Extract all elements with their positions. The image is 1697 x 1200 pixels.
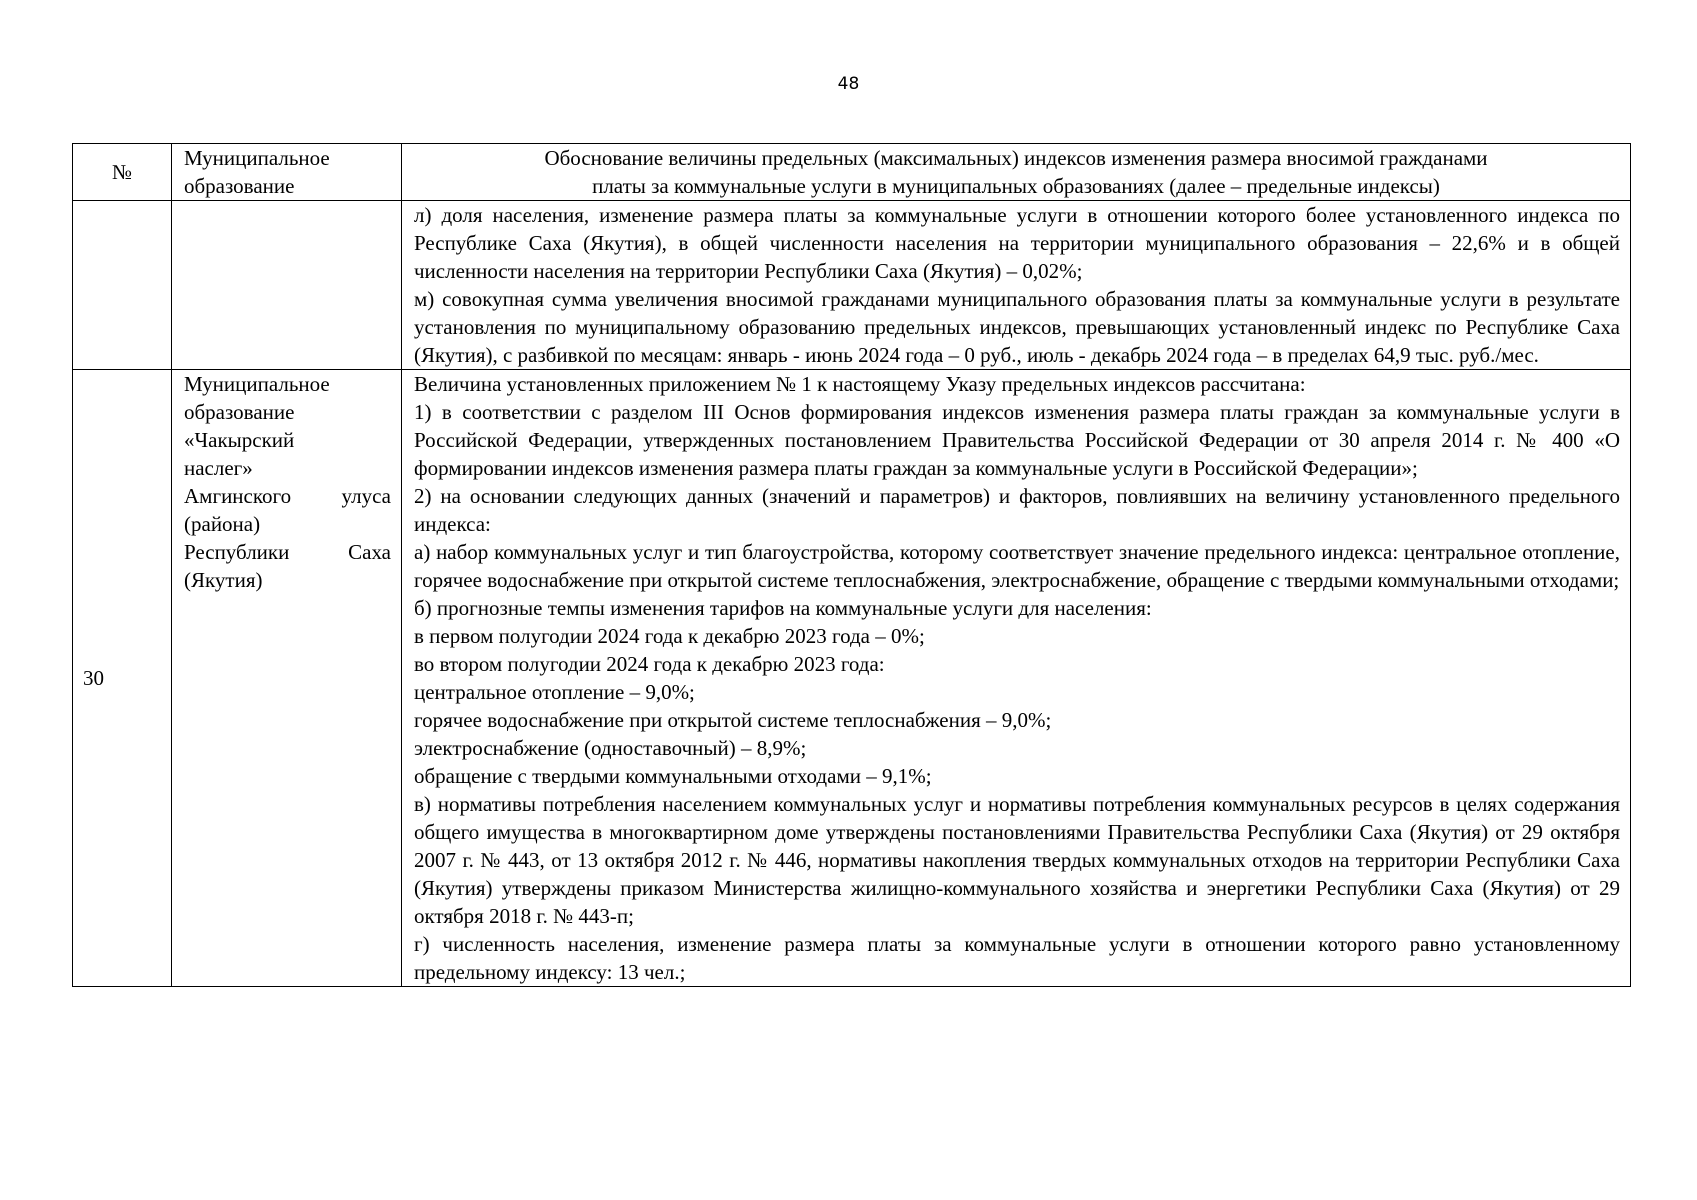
paragraph-intro: Величина установленных приложением № 1 к настоящему Указу предельных индексов рассчитана: [414, 372, 1306, 396]
paragraph-b-second-half: во втором полугодии 2024 года к декабрю 2023 года: [414, 652, 885, 676]
header-number: № [73, 144, 172, 201]
mo-line [184, 482, 391, 510]
table-header-row [73, 144, 1631, 201]
table-row-continued [73, 201, 1631, 370]
mo-line [184, 538, 391, 566]
header-municipality-line2: образование [184, 174, 295, 198]
paragraph-l: л) доля населения, изменение размера платы за коммунальные услуги в отношении которого более установленного индекса по Республике Саха (Якутия), в общей численности населения на территории муниципального образования – 22,6% и в общей численности населения на территории Республики Саха (Якутия) – 0,02%; [414, 203, 1620, 283]
mo-line: (Якутия) [184, 568, 263, 592]
mo-line: (района) [184, 512, 261, 536]
header-municipality-line1: Муниципальное [184, 146, 330, 170]
paragraph-g: г) численность населения, изменение размера платы за коммунальные услуги в отношении которого равно установленному предельному индексу: 13 чел.; [414, 932, 1620, 984]
cell-number-empty [73, 201, 172, 370]
header-basis [402, 144, 1631, 201]
header-basis-line1: Обоснование величины предельных (максимальных) индексов изменения размера вносимой гражданами [544, 146, 1488, 170]
municipality-name [172, 370, 402, 987]
paragraph-m: м) совокупная сумма увеличения вносимой гражданами муниципального образования платы за коммунальные услуги в результате установления по муниципальному образованию предельных индексов, превышающих установленный индекс по Республике Саха (Якутия), с разбивкой по месяцам: январь - июнь 2024 года – 0 руб., июль - декабрь 2024 года – в пределах 64,9 тыс. руб./мес. [414, 287, 1620, 367]
paragraph-b-hot-water: горячее водоснабжение при открытой системе теплоснабжения – 9,0%; [414, 708, 1052, 732]
paragraph-b-heating: центральное отопление – 9,0%; [414, 680, 695, 704]
mo-line: Муниципальное [184, 372, 330, 396]
paragraph-b-waste: обращение с твердыми коммунальными отходами – 9,1%; [414, 764, 932, 788]
mo-word: Республики [184, 540, 290, 564]
indices-table [72, 143, 1631, 987]
row-number: 30 [73, 370, 172, 987]
paragraph-b-electricity: электроснабжение (одноставочный) – 8,9%; [414, 736, 807, 760]
mo-line: наслег» [184, 456, 253, 480]
table-row-30 [73, 370, 1631, 987]
mo-line: образование [184, 400, 295, 424]
mo-word: улуса [341, 484, 391, 508]
page-number: 48 [837, 74, 860, 94]
paragraph-b-first-half: в первом полугодии 2024 года к декабрю 2023 года – 0%; [414, 624, 925, 648]
header-municipality [172, 144, 402, 201]
mo-line: «Чакырский [184, 428, 295, 452]
cell-basis-continued [402, 201, 1631, 370]
paragraph-1: 1) в соответствии с разделом III Основ формирования индексов изменения размера платы граждан за коммунальные услуги в Российской Федерации, утвержденных постановлением Правительства Российской Федерации от 30 апреля 2014 г. № 400 «О формировании индексов изменения размера платы граждан за коммунальные услуги в Российской Федерации»; [414, 400, 1620, 480]
mo-word: Саха [348, 540, 391, 564]
paragraph-a: а) набор коммунальных услуг и тип благоустройства, которому соответствует значение предельного индекса: центральное отопление, горячее водоснабжение при открытой системе теплоснабжения, электроснабжение, обращение с твердыми коммунальными отходами; [414, 540, 1620, 592]
paragraph-b: б) прогнозные темпы изменения тарифов на коммунальные услуги для населения: [414, 596, 1152, 620]
paragraph-2: 2) на основании следующих данных (значений и параметров) и факторов, повлиявших на величину установленного предельного индекса: [414, 484, 1620, 536]
mo-word: Амгинского [184, 484, 292, 508]
paragraph-v: в) нормативы потребления населением коммунальных услуг и нормативы потребления коммунальных ресурсов в целях содержания общего имущества в многоквартирном доме утверждены постановлениями Правительства Республики Саха (Якутия) от 29 октября 2007 г. № 443, от 13 октября 2012 г. № 446, нормативы накопления твердых коммунальных отходов на территории Республики Саха (Якутия) утверждены приказом Министерства жилищно-коммунального хозяйства и энергетики Республики Саха (Якутия) от 29 октября 2018 г. № 443-п; [414, 792, 1620, 928]
cell-basis-30 [402, 370, 1631, 987]
header-basis-line2: платы за коммунальные услуги в муниципальных образованиях (далее – предельные индексы) [592, 174, 1440, 198]
cell-municipality-empty [172, 201, 402, 370]
